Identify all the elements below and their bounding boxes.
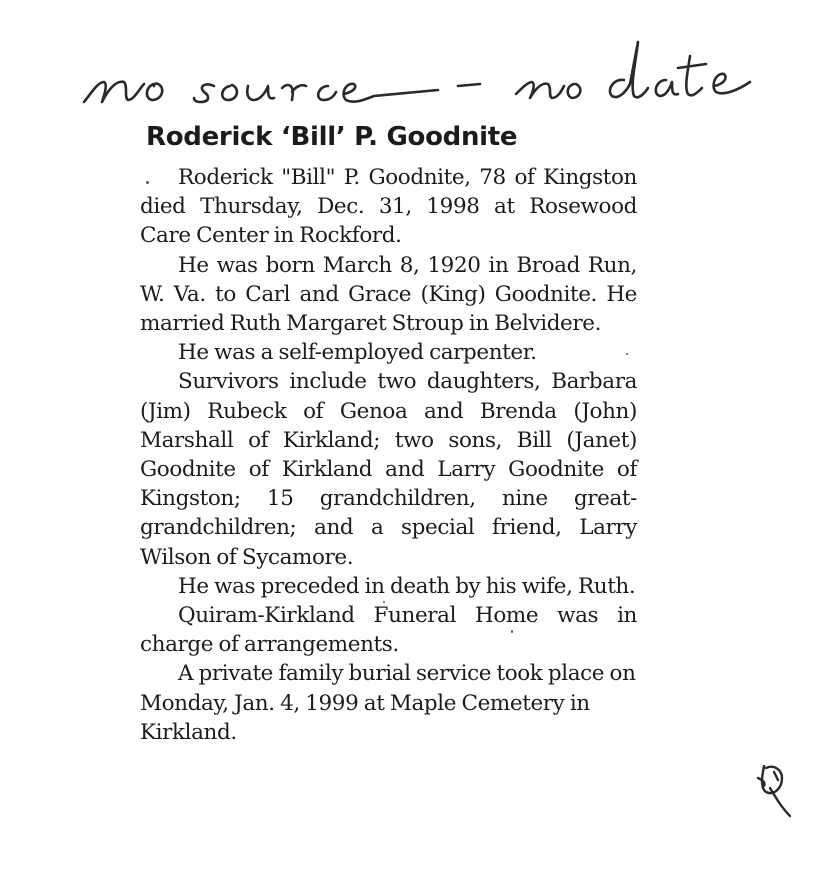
- paragraph-funeral-home: Quiram-Kirkland Funeral Home was in charge of arrangements.: [140, 603, 637, 658]
- obituary-body: [140, 163, 637, 747]
- scan-speck: [511, 630, 513, 633]
- paragraph-burial-service: A private family burial service took place on Monday, Jan. 4, 1999 at Maple Cemetery in Kirkland.: [140, 661, 636, 745]
- handwritten-note-text: no source – no date: [78, 116, 86, 117]
- obituary-headline: Roderick ‘Bill’ P. Goodnite: [146, 122, 518, 152]
- margin-mark-drawing: [752, 758, 796, 820]
- paragraph-death-notice: Roderick "Bill" P. Goodnite, 78 of Kingston died Thursday, Dec. 31, 1998 at Rosewood Care Center in Rockford.: [140, 165, 637, 249]
- handwritten-note: [78, 30, 768, 120]
- paragraph-occupation: He was a self-employed carpenter.: [178, 340, 537, 366]
- scan-speck: [383, 601, 385, 603]
- margin-mark-text: Q: [752, 818, 753, 819]
- paragraph-preceded-in-death: He was preceded in death by his wife, Ruth.: [178, 573, 636, 599]
- scan-speck: [146, 181, 149, 184]
- paragraph-birth-marriage: He was born March 8, 1920 in Broad Run, W. Va. to Carl and Grace (King) Goodnite. He married Ruth Margaret Stroup in Belvidere.: [140, 252, 637, 337]
- handwriting-drawing: [78, 30, 768, 120]
- scan-speck: [626, 353, 628, 355]
- paragraph-survivors: Survivors include two daughters, Barbara (Jim) Rubeck of Genoa and Brenda (John) Marshall of Kirkland; two sons, Bill (Janet) Goodnite of Kirkland and Larry Goodnite of Kingston; 15 grandchildren, nine great-grandchildren; and a special friend, Larry Wilson of Sycamore.: [140, 369, 637, 570]
- margin-mark: [752, 758, 796, 820]
